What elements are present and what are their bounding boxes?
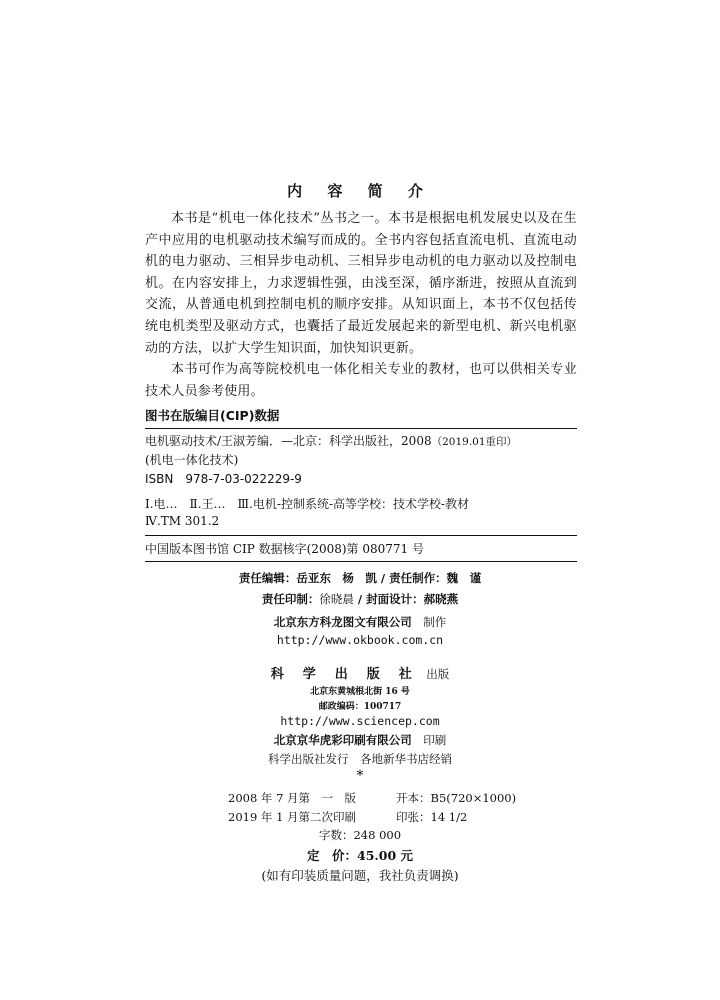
distribution-line: 科学出版社发行 各地新华书店经销 [268,752,452,766]
credits-name: 徐晓晨 [319,592,354,606]
separator-star: * [356,768,364,784]
word-count: 字数：248 000 [318,828,402,842]
maker-url: http://www.okbook.com.cn [276,633,444,647]
edition-row [228,790,517,806]
cip-line: (机电一体化技术) [145,453,239,467]
publisher-line [0,663,720,682]
maker-line [0,614,720,630]
cip-line: Ⅳ.TM 301.2 [145,514,220,528]
quality-note: (如有印装质量问题，我社负责调换) [261,868,459,883]
cip-title-statement: 电机驱动技术/王淑芳编．—北京：科学出版社，2008 [145,434,432,448]
divider [145,428,577,429]
cip-line [145,432,577,449]
summary-paragraph: 本书可作为高等院校机电一体化相关专业的教材，也可以供相关专业技术人员参考使用。 [145,362,577,399]
summary-title: 内 容 简 介 [287,182,433,200]
printed-sheets: 印张：14 1/2 [396,810,468,824]
publisher-url: http://www.sciencep.com [280,714,440,728]
printer-suffix: 印刷 [423,733,447,747]
credits-label: 责任印制： [261,592,320,606]
divider [145,561,577,562]
printer-name: 北京京华虎彩印刷有限公司 [273,733,412,747]
summary-body [145,208,577,402]
first-edition: 2008 年 7 月第 一 版 [228,791,357,805]
book-format: 开本：B5(720×1000) [396,791,517,805]
divider [145,535,577,536]
maker-name: 北京东方科龙图文有限公司 [273,615,412,629]
cip-record: 中国版本图书馆 CIP 数据核字(2008)第 080771 号 [145,542,424,556]
cip-heading: 图书在版编目(CIP)数据 [145,408,280,423]
cip-line: Ⅰ.电… Ⅱ.王… Ⅲ.电机-控制系统-高等学校：技术学校-教材 [145,497,470,511]
cip-reprint: （2019.01重印） [431,436,518,448]
maker-suffix: 制作 [423,615,447,629]
publisher-suffix: 出版 [426,667,450,681]
credits-line [0,591,720,607]
summary-paragraph: 本书是“机电一体化技术”丛书之一。本书是根据电机发展史以及在生产中应用的电机驱动技术编写而成的。全书内容包括直流电机、直流电动机的电力驱动、三相异步电动机、三相异步电动机的电力驱动以及控制电机。在内容安排上，力求逻辑性强，由浅至深，循序渐进，按照从直流到交流，从普通电机到控制电机的顺序安排。从知识面上，本书不仅包括传统电机类型及驱动方式，也囊括了最近发展起来的新型电机、新兴电机驱动的方法，以扩大学生知识面，加快知识更新。 [145,211,577,356]
price: 定 价：45.00 元 [307,848,413,863]
reprint-date: 2019 年 1 月第二次印刷 [228,810,357,824]
edition-row [228,809,508,825]
publisher-name: 科 学 出 版 社 [270,667,415,682]
publisher-address: 北京东黄城根北街 16 号 [310,687,410,697]
credits-line: 责任编辑：岳亚东 杨 凯 / 责任制作：魏 谨 [238,571,482,585]
printer-line [0,732,720,748]
cip-isbn: ISBN 978-7-03-022229-9 [145,472,302,486]
credits-rest: / 封面设计：郝晓燕 [353,592,459,606]
publisher-postcode: 邮政编码：100717 [318,702,402,712]
